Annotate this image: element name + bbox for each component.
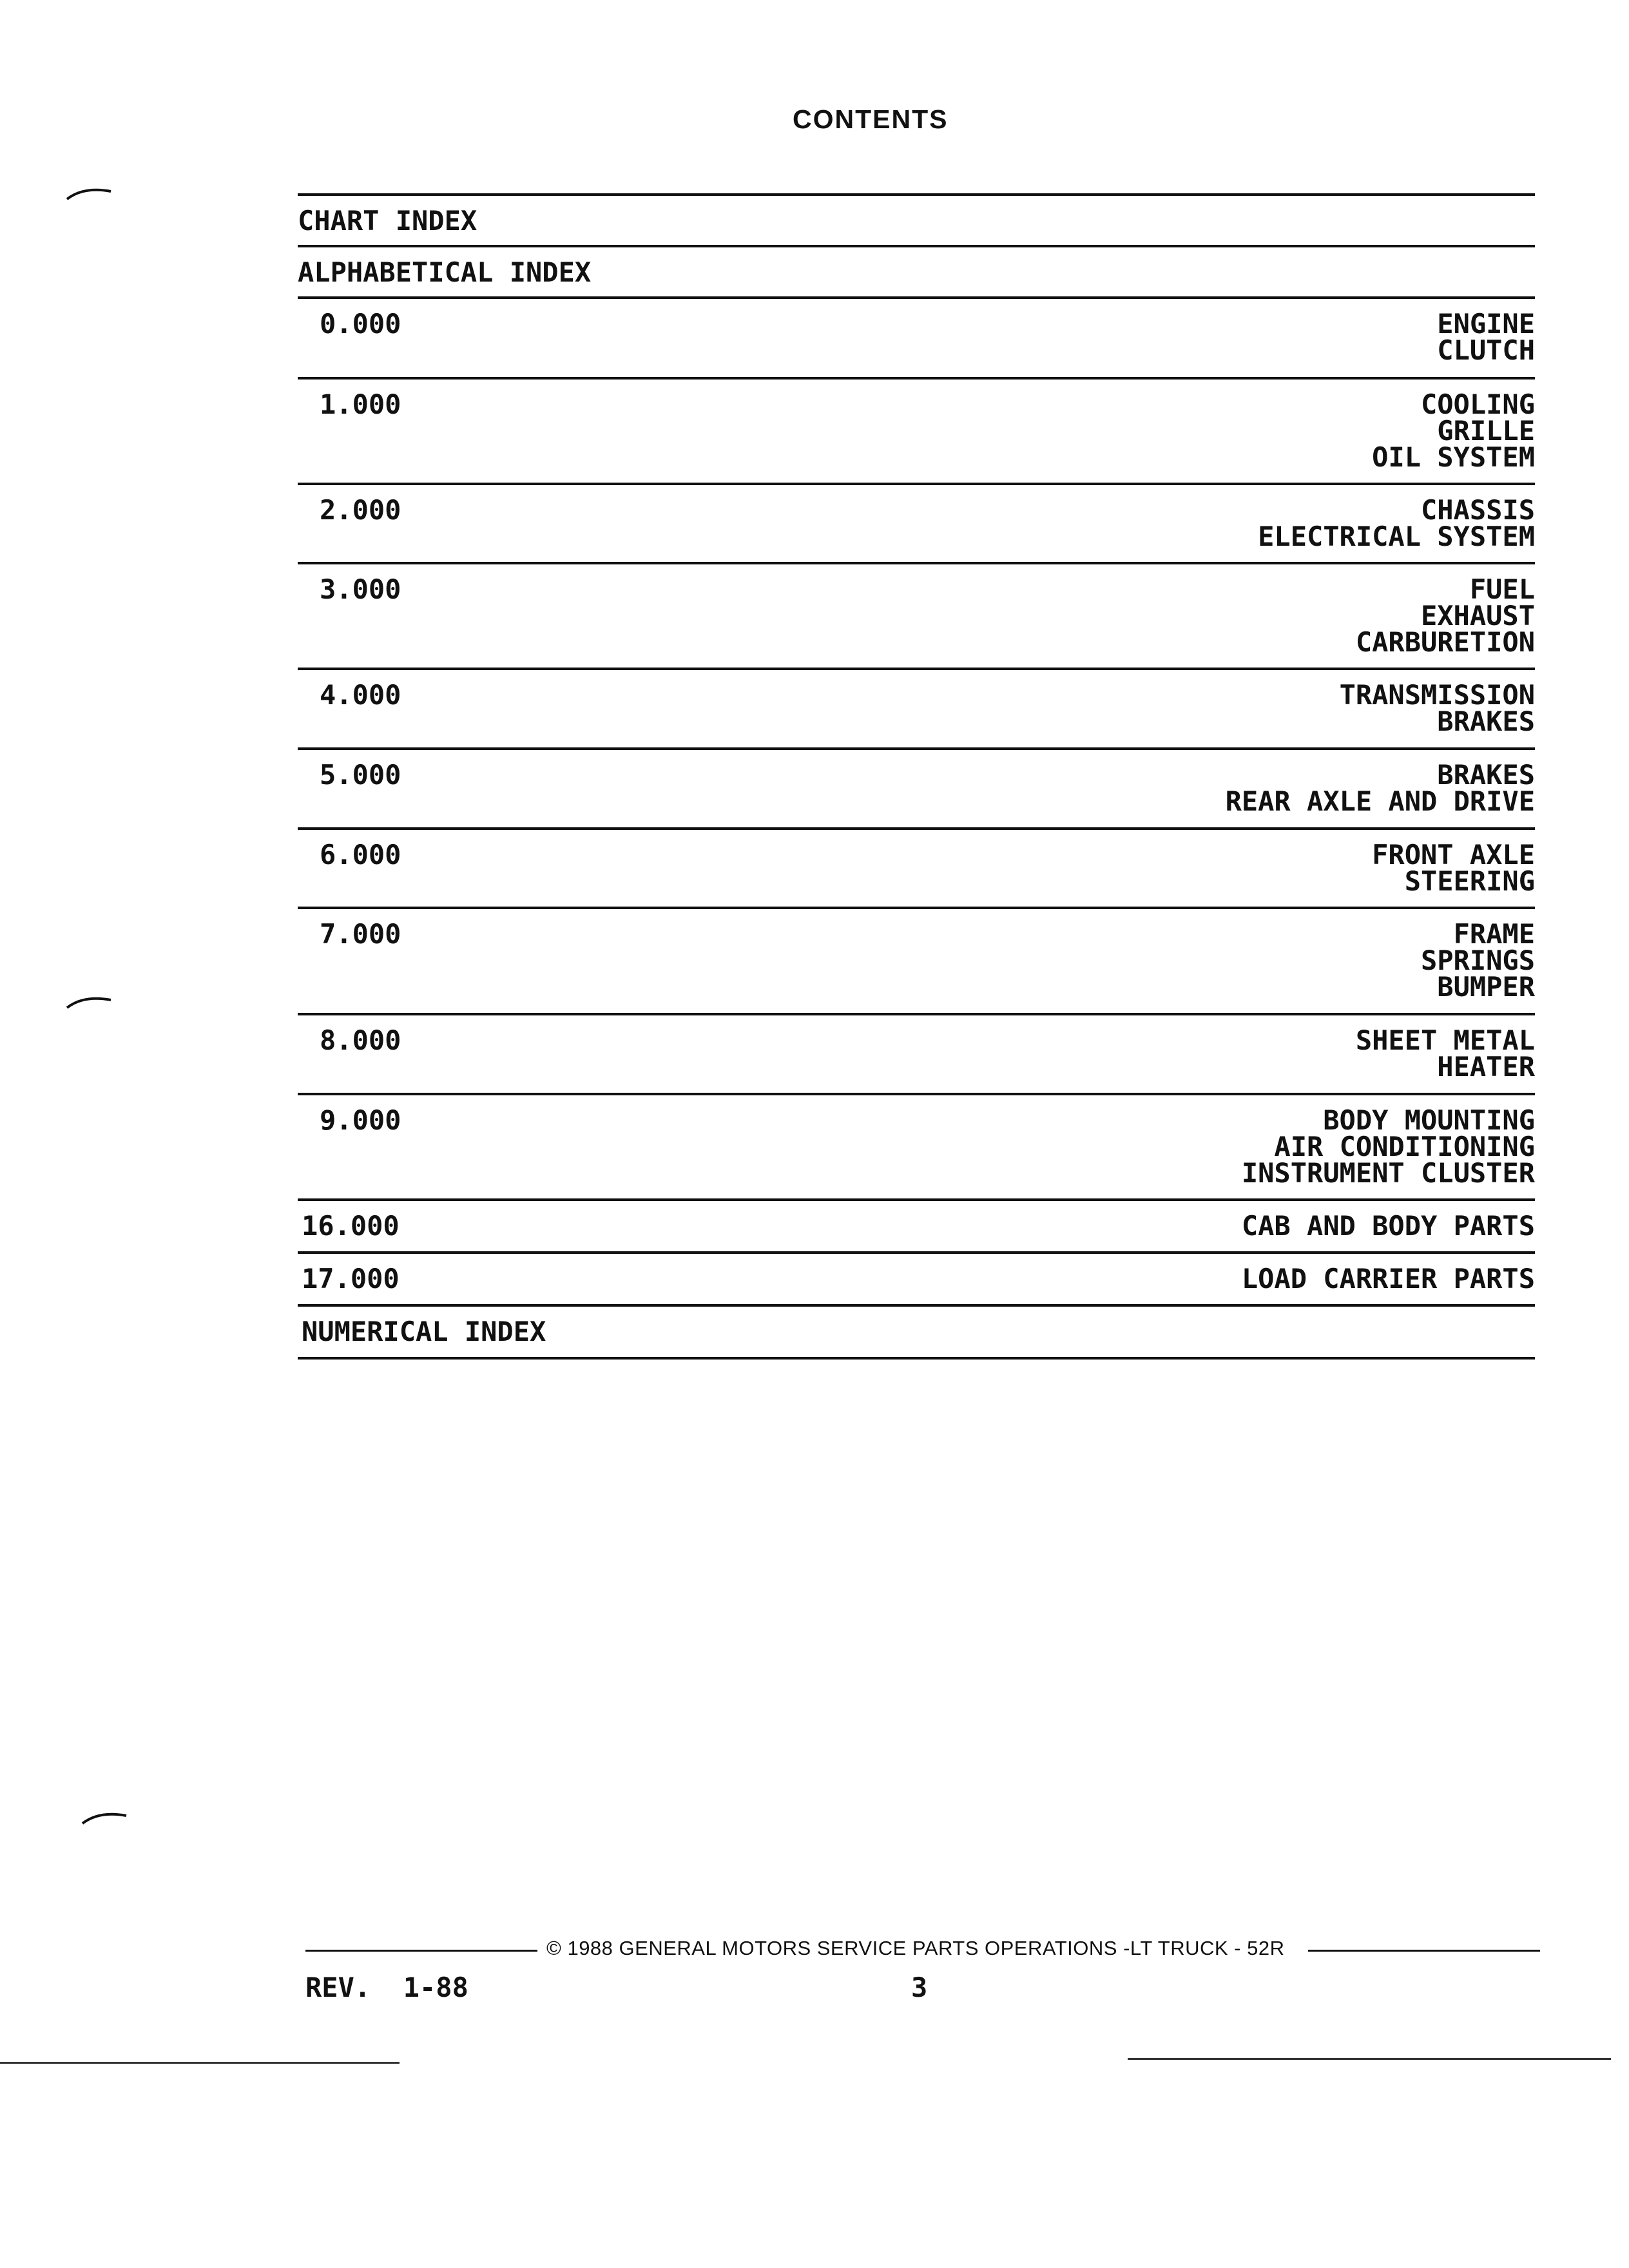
topic: FRAME [1453,918,1535,950]
section-number: 7.000 [320,918,401,950]
section-number: 2.000 [320,494,401,526]
index-row-chart [298,196,1535,247]
section-topics [1355,573,1535,658]
section-topics [1372,389,1535,473]
section-row [298,1095,1535,1201]
topic: ELECTRICAL SYSTEM [1258,521,1535,552]
section-row [298,1015,1535,1095]
topic: CHASSIS [1420,494,1535,526]
contents-table [298,193,1535,1360]
section-number: 0.000 [320,308,401,340]
section-row [298,1254,1535,1307]
scan-edge-line-right [1128,2058,1611,2060]
copyright-notice: © 1988 GENERAL MOTORS SERVICE PARTS OPERATIONS -LT TRUCK - 52R [546,1937,1285,1959]
topic: BRAKES [1437,759,1535,791]
section-number: 3.000 [320,573,401,605]
index-label: ALPHABETICAL INDEX [298,256,592,288]
punch-hole-mark-bottom [80,1808,131,1827]
section-topics [1420,918,1535,1003]
footer-rule-left [305,1950,537,1952]
footer-rule-right [1308,1950,1540,1952]
topic: HEATER [1437,1051,1535,1082]
topic: FRONT AXLE [1372,839,1535,870]
section-number: 16.000 [302,1210,400,1242]
topic: ENGINE [1437,308,1535,340]
section-number: 8.000 [320,1024,401,1056]
topic: EXHAUST [1420,600,1535,631]
topic: BRAKES [1437,706,1535,737]
punch-hole-mark-top [64,184,116,203]
topic: CAB AND BODY PARTS [1241,1210,1535,1242]
section-row [298,1201,1535,1254]
topic: CLUTCH [1437,334,1535,366]
section-number: 4.000 [320,679,401,711]
revision-label: REV. 1-88 [305,1972,468,2003]
section-row [298,909,1535,1015]
section-topics [1437,308,1535,366]
section-topics [1241,1104,1535,1189]
index-row-numerical [298,1307,1535,1360]
section-topics [1241,1210,1535,1242]
topic: SHEET METAL [1355,1024,1535,1056]
topic: CARBURETION [1355,626,1535,658]
topic: OIL SYSTEM [1372,441,1535,473]
scan-edge-line-left [0,2062,400,2064]
section-row [298,564,1535,670]
section-row [298,670,1535,750]
section-topics [1339,679,1535,737]
topic: LOAD CARRIER PARTS [1241,1263,1535,1294]
index-label: NUMERICAL INDEX [302,1316,546,1347]
page-number: 3 [911,1972,928,2003]
section-topics [1242,1265,1535,1292]
punch-hole-mark-middle [64,992,116,1012]
index-row-alphabetical [298,247,1535,299]
topic: REAR AXLE AND DRIVE [1225,785,1535,817]
section-topics [1355,1024,1535,1082]
section-number: 6.000 [320,839,401,870]
topic: SPRINGS [1420,945,1535,976]
topic: BUMPER [1437,971,1535,1003]
topic: GRILLE [1437,415,1535,447]
topic: BODY MOUNTING [1323,1104,1535,1136]
section-topics [1225,759,1535,817]
topic: AIR CONDITIONING [1274,1131,1535,1162]
section-topics [1258,494,1535,552]
section-row [298,299,1535,380]
page-title: CONTENTS [793,104,949,134]
section-number: 5.000 [320,759,401,791]
section-row [298,830,1535,909]
section-row [298,485,1535,564]
section-number: 9.000 [320,1104,401,1136]
topic: TRANSMISSION [1339,679,1535,711]
section-row [298,750,1535,830]
section-number: 17.000 [302,1263,400,1294]
topic: INSTRUMENT CLUSTER [1241,1157,1535,1189]
section-topics [1372,839,1535,897]
topic: FUEL [1469,573,1535,605]
section-number: 1.000 [320,389,401,420]
topic: STEERING [1404,865,1535,897]
section-row [298,380,1535,485]
topic: COOLING [1420,389,1535,420]
index-label: CHART INDEX [298,205,477,236]
